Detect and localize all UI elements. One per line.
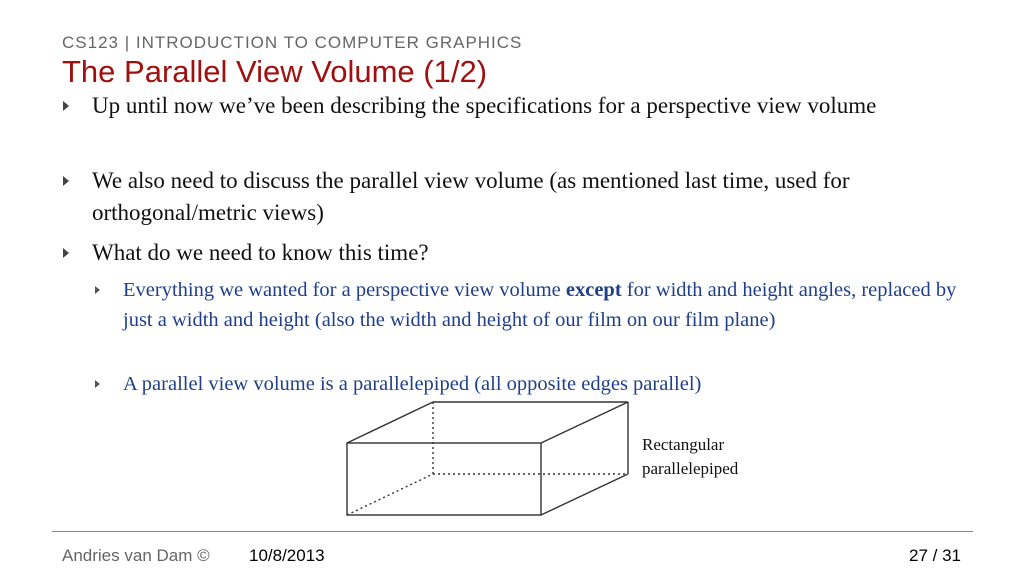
course-header: CS123 | INTRODUCTION TO COMPUTER GRAPHICS <box>62 33 523 52</box>
footer-date: 10/8/2013 <box>249 546 325 565</box>
footer-author: Andries van Dam © <box>62 546 210 565</box>
subbullet-text-after: for width and height angles, replaced by just a width and height (also the width and height of our film on our film plane) <box>123 279 957 331</box>
caption-line: Rectangular <box>642 435 725 454</box>
subbullet-item: A parallel view volume is a parallelepiped (all opposite edges parallel) <box>123 373 702 395</box>
figure-caption <box>642 433 738 481</box>
top-right-edge <box>541 402 628 443</box>
page-number: 27 / 31 <box>909 546 961 565</box>
subbullet-item <box>123 276 973 335</box>
parallelepiped-diagram <box>340 398 640 520</box>
bullet-arrow-icon <box>63 101 69 111</box>
front-face <box>347 443 541 515</box>
caption-line: parallelepiped <box>642 459 739 478</box>
bullet-item: We also need to discuss the parallel view volume (as mentioned last time, used for orthogonal/metric views) <box>92 168 850 225</box>
slide-title: The Parallel View Volume (1/2) <box>62 54 488 89</box>
bullet-arrow-icon <box>63 248 69 258</box>
footer-rule <box>52 531 973 532</box>
subbullet-arrow-icon <box>95 380 100 388</box>
subbullet-bold-text: except <box>565 279 622 301</box>
bullet-item: Up until now we’ve been describing the specifications for a perspective view volume <box>92 93 877 118</box>
top-left-edge <box>347 402 433 443</box>
subbullet-text-before: Everything we wanted for a perspective view volume <box>123 279 566 301</box>
bullet-arrow-icon <box>63 176 69 186</box>
bullet-item: What do we need to know this time? <box>92 240 429 265</box>
subbullet-arrow-icon <box>95 286 100 294</box>
hidden-depth-edge <box>347 474 433 515</box>
bottom-right-edge <box>541 474 628 515</box>
